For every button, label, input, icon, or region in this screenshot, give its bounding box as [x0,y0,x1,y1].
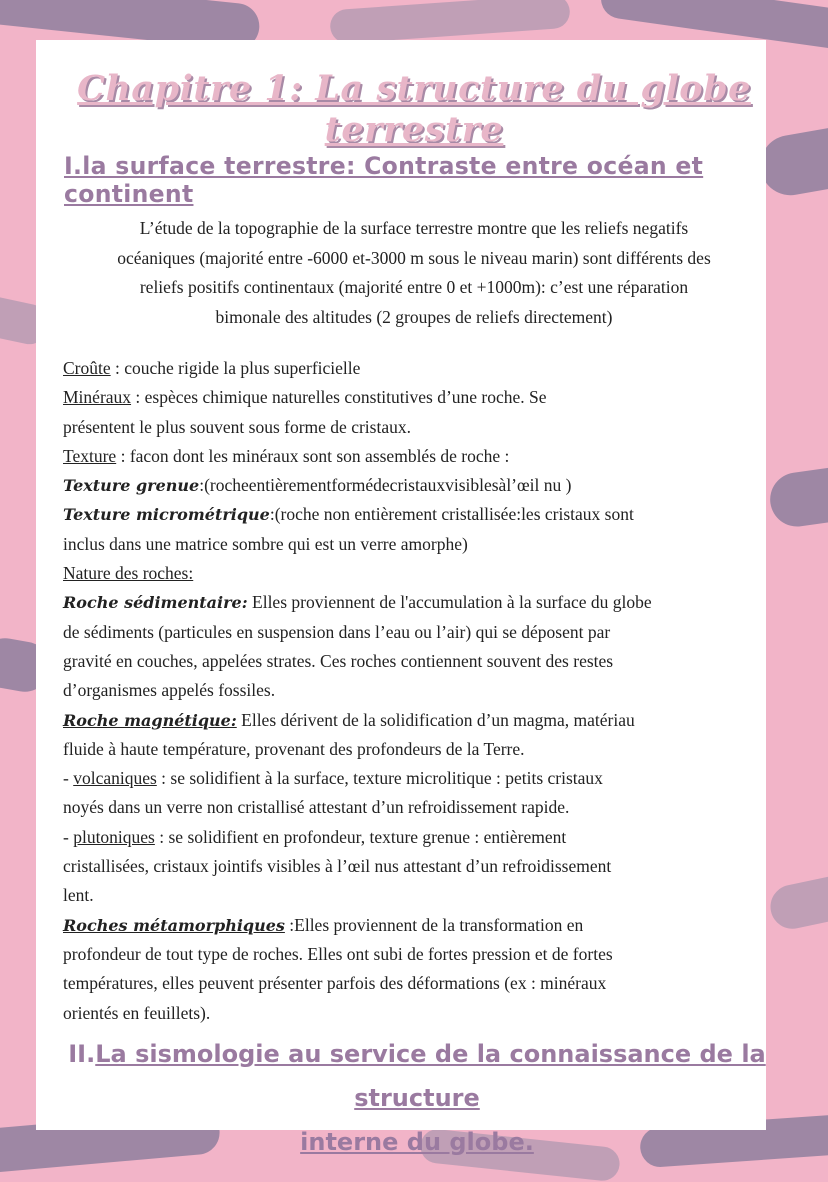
definition-text: Elles dérivent de la solidification d’un magma, matériau [236,709,635,730]
intro-paragraph [44,214,784,332]
definition-text-line: températures, elles peuvent présenter parfois des déformations (ex : minéraux [63,973,607,994]
definition-text-line: présentent le plus souvent sous forme de cristaux. [63,416,411,437]
section-1-heading: I.la surface terrestre: Contraste entre océan et continent [64,152,704,208]
definition-text: :Elles proviennent de la transformation en [284,914,584,935]
term-texture-micro: Texture micrométrique [63,505,270,525]
term-texture: Texture [63,445,117,466]
intro-line: bimonale des altitudes (2 groupes de reliefs directement) [215,306,613,327]
term-plutoniques: plutoniques [73,826,155,847]
definition-text-line: cristallisées, cristaux jointifs visibles à l’œil nus attestant d’un refroidissement [63,856,612,877]
definition-text: : facon dont les minéraux sont son assemblés de roche : [116,445,510,466]
term-sedimentaire: Roche sédimentaire: [63,593,248,613]
definition-text: :(rocheentièrementformédecristauxvisiblesàl’œil nu ) [199,475,572,496]
definition-text: : se solidifient à la surface, texture microlitique : petits cristaux [156,768,603,789]
term-mineraux: Minéraux [63,387,132,408]
section-2-title-line2: interne du globe. [300,1128,534,1156]
definition-text-line: noyés dans un verre non cristallisé attestant d’un refroidissement rapide. [63,797,570,818]
definition-text-line: profondeur de tout type de roches. Elles ont subi de fortes pression et de fortes [63,943,613,964]
background-brush-stroke [329,0,571,44]
background-brush-stroke [767,464,828,530]
definition-text-line: d’organismes appelés fossiles. [63,680,276,701]
intro-line: océaniques (majorité entre -6000 et-3000 m sous le niveau marin) sont différents des [117,247,711,268]
term-croute: Croûte [63,358,111,378]
section-2-heading [62,1032,772,1164]
definitions-block [63,354,753,1028]
definition-text-line: lent. [63,885,94,906]
chapter-title: Chapitre 1: La structure du globe terrestre [77,68,751,150]
definition-text: Elles proviennent de l'accumulation à la surface du globe [247,592,652,613]
term-texture-grenue: Texture grenue [63,476,200,496]
term-volcaniques: volcaniques [73,768,157,789]
definition-text-line: gravité en couches, appelées strates. Ces roches contiennent souvent des restes [63,650,614,671]
definition-text: : espèces chimique naturelles constitutives d’une roche. Se [131,387,547,408]
definition-texture-micro [63,500,753,529]
background-brush-stroke [766,871,828,933]
definition-texture-grenue [63,471,753,500]
list-dash: - [63,826,74,847]
intro-line: L’étude de la topographie de la surface terrestre montre que les reliefs negatifs [139,218,689,238]
definition-text-line: inclus dans une matrice sombre qui est un verre amorphe) [63,533,468,554]
definition-sedimentaire [63,588,753,617]
term-magnetique: Roche magnétique: [63,710,237,730]
definition-text: :(roche non entièrement cristallisée:les cristaux sont [269,504,634,525]
intro-line: reliefs positifs continentaux (majorité entre 0 et +1000m): c’est une réparation [139,277,689,297]
definition-metamorphiques [63,911,753,940]
definition-texture [63,442,753,471]
definition-text-line: fluide à haute température, provenant des profondeurs de la Terre. [63,738,525,759]
section-2-title-line1: La sismologie au service de la connaissance de la structure [95,1040,766,1112]
definition-text-line: orientés en feuillets). [63,1002,211,1023]
definition-text: : couche rigide la plus superficielle [110,358,361,378]
definition-plutoniques [63,823,753,852]
list-dash: - [63,768,74,789]
definition-mineraux [63,383,753,412]
definition-volcaniques [63,764,753,793]
section-2-number: II. [68,1040,96,1068]
definition-croute [63,354,753,383]
definition-text: : se solidifient en profondeur, texture grenue : entièrement [154,826,567,847]
definition-magnetique [63,706,753,735]
definition-text-line: de sédiments (particules en suspension dans l’eau ou l’air) qui se déposent par [63,621,611,642]
term-metamorphiques: Roches métamorphiques [63,915,285,935]
nature-heading: Nature des roches: [63,563,194,584]
